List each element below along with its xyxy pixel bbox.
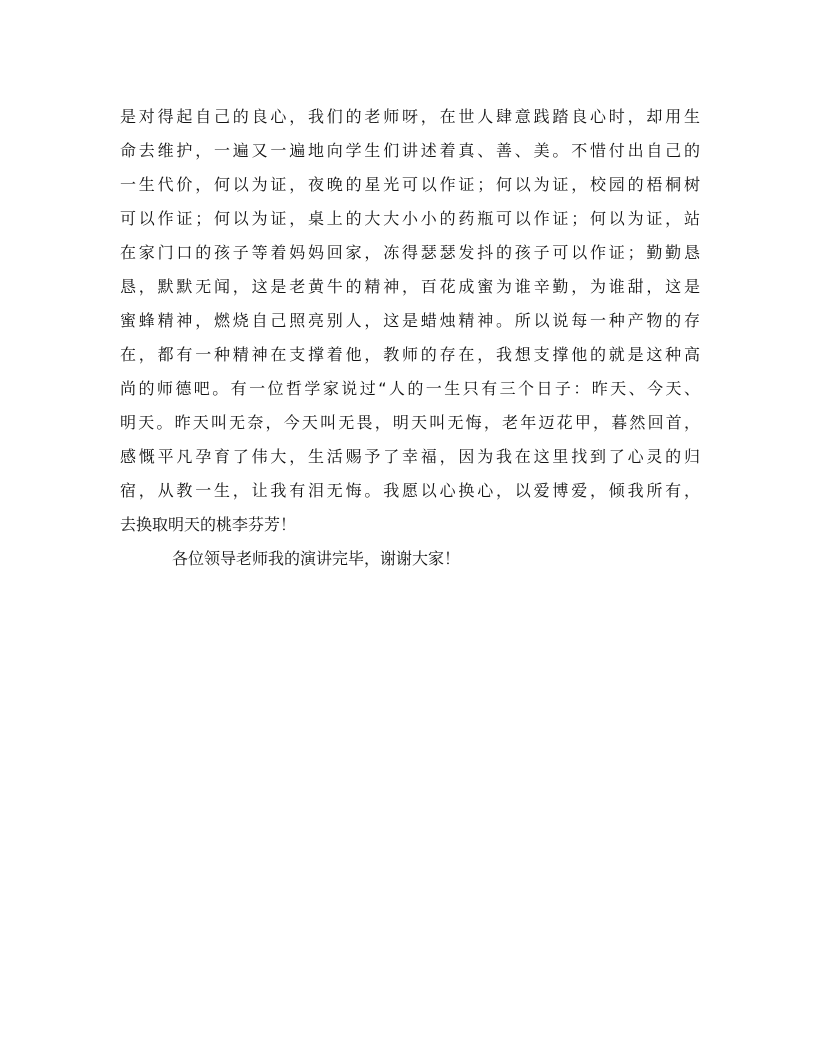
paragraph-line-9: 尚的师德吧。有一位哲学家说过“人的一生只有三个日子：昨天、今天、 [120,379,700,398]
paragraph-line-8: 在，都有一种精神在支撑着他，教师的存在，我想支撑他的就是这种高 [120,345,700,364]
body-text [120,100,700,576]
paragraph-line-13: 去换取明天的桃李芬芳！ [120,515,297,534]
paragraph-line-2: 命去维护，一遍又一遍地向学生们讲述着真、善、美。不惜付出自己的 [120,141,700,160]
paragraph-line-5: 在家门口的孩子等着妈妈回家，冻得瑟瑟发抖的孩子可以作证；勤勤恳 [120,243,700,262]
paragraph-line-11: 感慨平凡孕育了伟大，生活赐予了幸福，因为我在这里找到了心灵的归 [120,447,700,466]
paragraph-line-1: 是对得起自己的良心，我们的老师呀，在世人肆意践踏良心时，却用生 [120,107,700,126]
paragraph-line-12: 宿，从教一生，让我有泪无悔。我愿以心换心，以爱博爱，倾我所有， [120,481,700,500]
paragraph-line-4: 可以作证；何以为证，桌上的大大小小的药瓶可以作证；何以为证，站 [120,209,700,228]
paragraph-line-7: 蜜蜂精神，燃烧自己照亮别人，这是蜡烛精神。所以说每一种产物的存 [120,311,700,330]
closing-line: 各位领导老师我的演讲完毕，谢谢大家！ [172,549,461,568]
paragraph-line-6: 恳，默默无闻，这是老黄牛的精神，百花成蜜为谁辛勤，为谁甜，这是 [120,277,700,296]
paragraph-line-10: 明天。昨天叫无奈，今天叫无畏，明天叫无悔，老年迈花甲，暮然回首， [120,413,700,432]
paragraph-line-3: 一生代价，何以为证，夜晚的星光可以作证；何以为证，校园的梧桐树 [120,175,700,194]
